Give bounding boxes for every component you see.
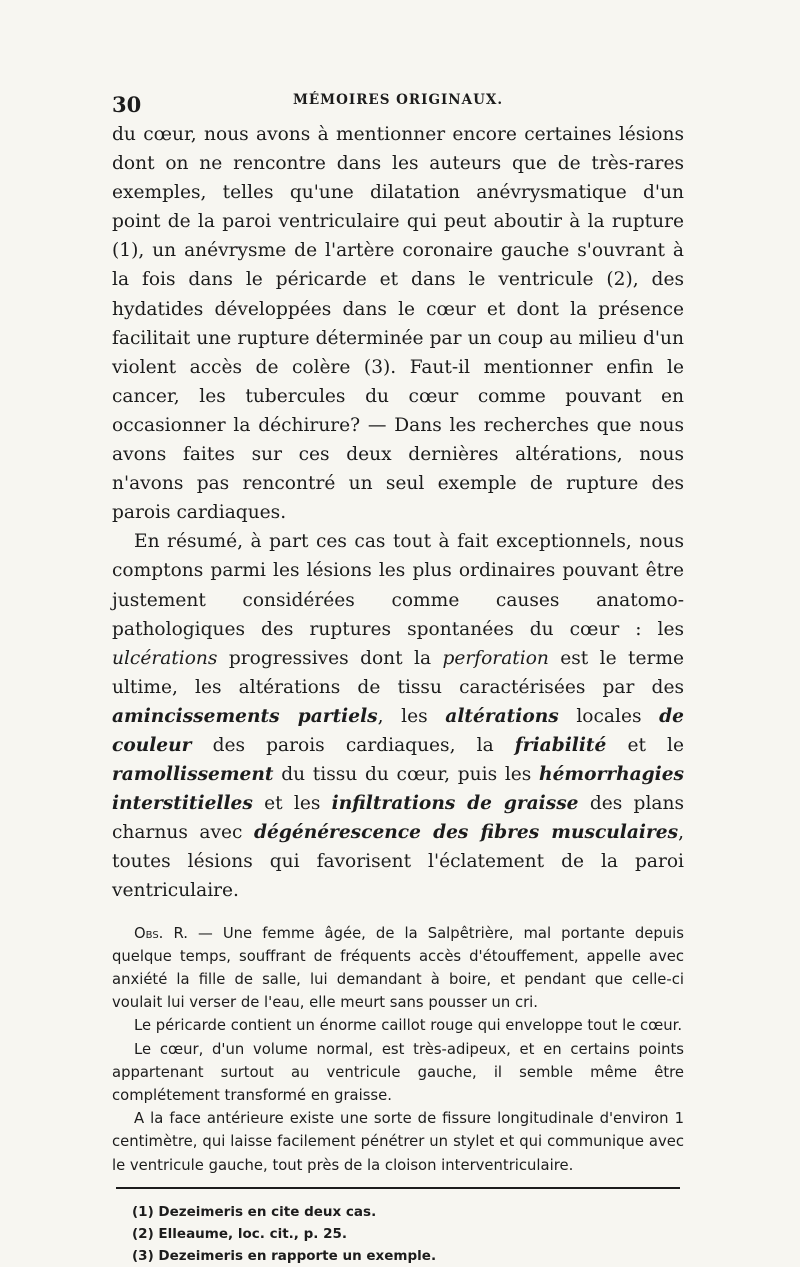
text-run: , toutes lésions qui favorisent l'éclatement de la paroi ventriculaire. [112,822,684,902]
italic-run: infiltrations de graisse [331,793,579,815]
observation-paragraph-4: A la face antérieure existe une sorte de fissure longitudinale d'environ 1 centimètre, qui laisse facilement pénétrer un stylet et qui communique avec le ventricule gauche, tout près de la cloison interventriculaire. [112,1110,684,1174]
footnote-2: (2) Elleaume, loc. cit., p. 25. [132,1225,348,1242]
text-run: locales [558,705,660,727]
text-run: et le [606,734,685,756]
italic-run: amincissements partiels [112,705,378,727]
footnote-1: (1) Dezeimeris en cite deux cas. [132,1203,377,1220]
text-run: du tissu du cœur, puis les [273,764,540,786]
paragraph-1-text: du cœur, nous avons à mentionner encore certaines lésions dont on ne rencontre dans les auteurs que de très-rares exemples, telles qu'une dilatation anévrysmatique d'un point de la paroi ventriculaire qui peut aboutir à la rupture (1), un anévrysme de l'artère coronaire gauche s'ouvrant à la fois dans le péricarde et dans le ventricule (2), des hydatides développées dans le cœur et dont la présence facilitait une rupture déterminée par un coup au milieu d'un violent accès de colère (3). Faut-il mentionner enfin le cancer, les tubercules du cœur comme pouvant en occasionner la déchirure? — Dans les recherches que nous avons faites sur ces deux dernières altérations, nous n'avons pas rencontré un seul exemple de rupture des parois cardiaques. [112,124,684,524]
observation-block [112,922,684,1177]
paragraph-2 [112,527,684,905]
text-run: des plans charnus avec [112,793,685,844]
text-run: progressives dont la [217,647,443,669]
page [112,92,684,1267]
italic-run: perforation [442,647,549,669]
italic-run: altérations [445,705,559,727]
observation-paragraph-1 [112,922,684,1015]
observation-paragraph-3: Le cœur, d'un volume normal, est très-adipeux, et en certains points appartenant surtout au ventricule gauche, il semble même être complétement transformé en graisse. [112,1040,684,1104]
text-run: En résumé, à part ces cas tout à fait exceptionnels, nous comptons parmi les lésions les plus ordinaires pouvant être justement considérées comme causes anatomo-pathologiques des ruptures spontanées du cœur : les [112,531,684,640]
italic-run: ramollissement [112,764,274,786]
italic-run: de couleur [112,705,684,756]
observation-paragraph-2: Le péricarde contient un énorme caillot rouge qui enveloppe tout le cœur. [134,1017,683,1035]
page-header [112,92,684,120]
observation-label: Obs. R. [134,924,188,942]
text-run: est le terme ultime, les altérations de tissu caractérisées par des [112,647,684,698]
text-run: , les [377,705,446,727]
page-number: 30 [112,92,142,117]
footnotes [112,1201,684,1267]
text-run: des parois cardiaques, la [191,734,515,756]
footnote-3: (3) Dezeimeris en rapporte un exemple. [132,1247,437,1264]
italic-run: friabilité [514,734,607,756]
italic-run: hémorrhagies interstitielles [112,764,684,815]
observation-text: — Une femme âgée, de la Salpêtrière, mal portante depuis quelque temps, souffrant de fréquents accès d'étouffement, appelle avec anxiété la fille de salle, lui demandant à boire, et pendant que celle-ci voulait lui verser de l'eau, elle meurt sans pousser un cri. [112,924,684,1012]
running-title: MÉMOIRES ORIGINAUX. [292,92,504,108]
italic-run: ulcérations [112,647,218,669]
main-text [112,120,684,906]
italic-run: dégénérescence des fibres musculaires [254,822,679,844]
paragraph-1 [112,120,684,527]
footnote-divider [116,1187,680,1189]
text-run: et les [252,793,332,815]
